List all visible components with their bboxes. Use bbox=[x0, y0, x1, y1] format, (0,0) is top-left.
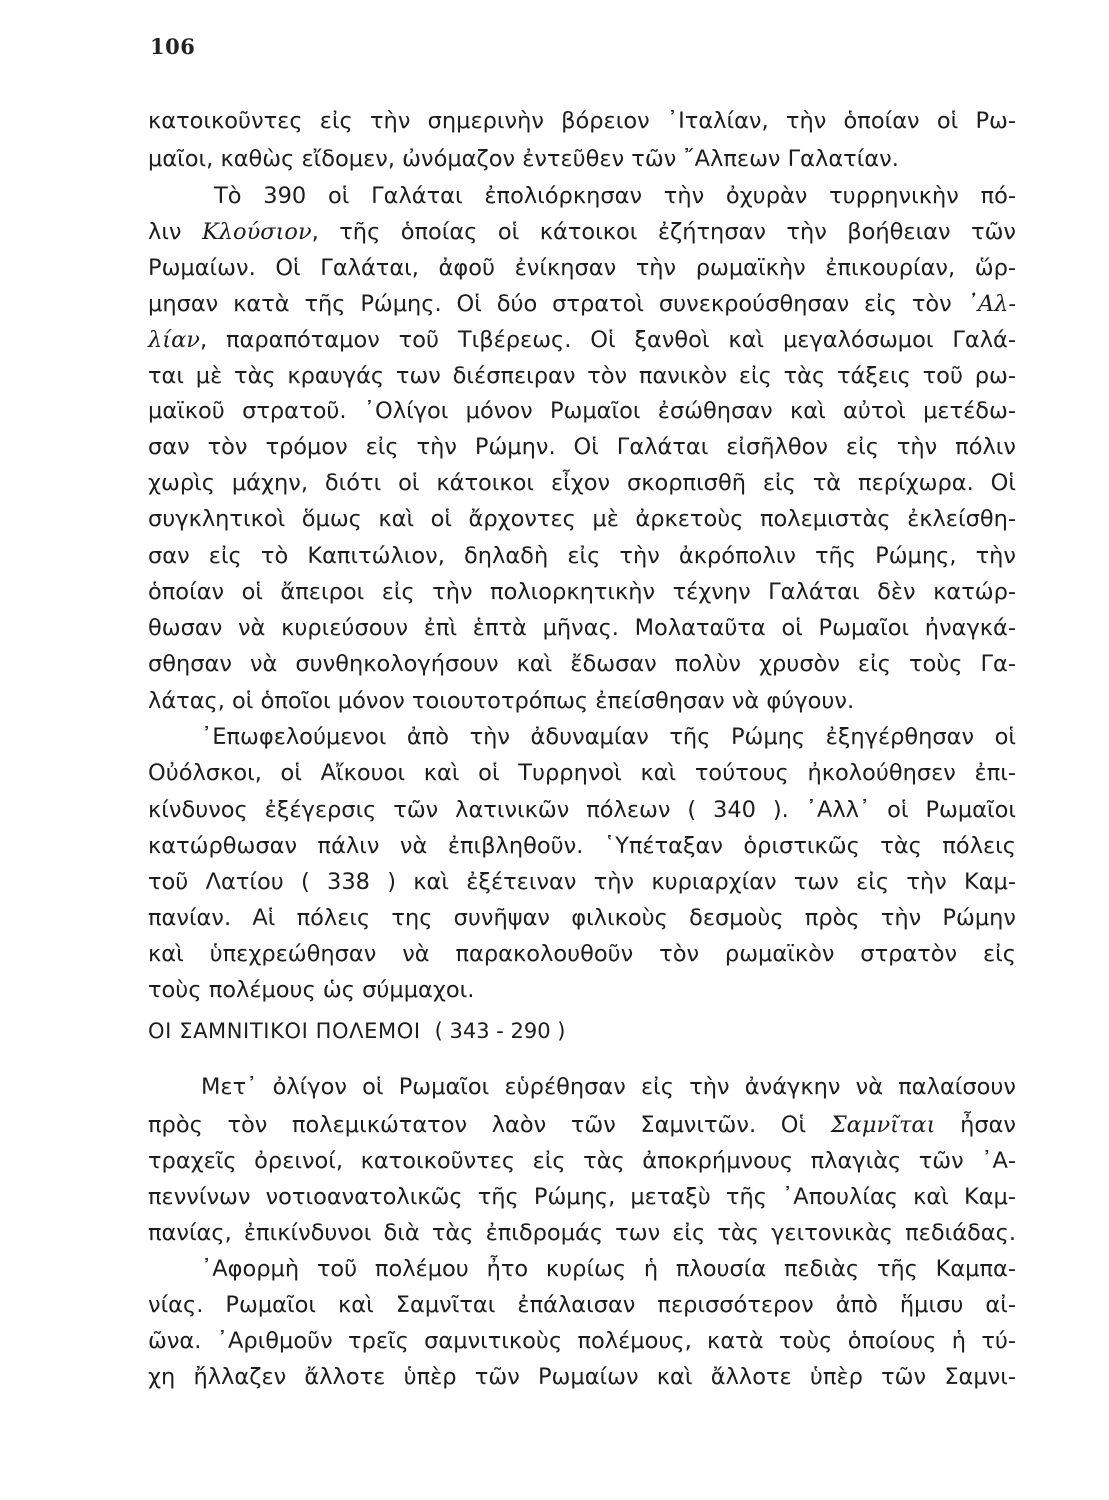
section-heading bbox=[148, 1016, 565, 1046]
text-line: σαν τὸν τρόμον εἰς τὴν Ρώμην. Οἱ Γαλάται εἰσῆλθον εἰς τὴν πόλιν bbox=[148, 434, 1016, 460]
text-line: πανίαν. Αἱ πόλεις της συνῆψαν φιλικοὺς δεσμοὺς πρὸς τὴν Ρώμην bbox=[148, 905, 1016, 931]
text-line: πεννίνων νοτιοανατολικῶς τῆς Ρώμης, μεταξὺ τῆς ᾽Απουλίας καὶ Καμ- bbox=[148, 1184, 1016, 1210]
text-line: ὁποίαν οἱ ἄπειροι εἰς τὴν πολιορκητικὴν τέχνην Γαλάται δὲν κατώρ- bbox=[148, 579, 1016, 605]
text-line bbox=[148, 217, 1016, 247]
text-line: συγκλητικοὶ ὅμως καὶ οἱ ἄρχοντες μὲ ἀρκετοὺς πολεμιστὰς ἐκλείσθη- bbox=[148, 506, 1016, 532]
text-fragment: , παραπόταμον τοῦ Τιβέρεως. Οἱ ξανθοὶ καὶ μεγαλόσωμοι Γαλά- bbox=[199, 327, 1016, 353]
text-fragment: πρὸς τὸν πολεμικώτατον λαὸν τῶν Σαμνιτῶν. Οἱ bbox=[148, 1112, 831, 1138]
text-line: κατοικοῦντες εἰς τὴν σημερινὴν βόρειον ᾽Ιταλίαν, τὴν ὁποίαν οἱ Ρω- bbox=[148, 108, 1016, 134]
text-line: ᾽Επωφελούμενοι ἀπὸ τὴν ἀδυναμίαν τῆς Ρώμης ἐξηγέρθησαν οἱ bbox=[201, 724, 1016, 750]
section-title: ΟΙ ΣΑΜΝΙΤΙΚΟΙ ΠΟΛΕΜΟΙ bbox=[148, 1019, 421, 1043]
text-line bbox=[148, 289, 1016, 319]
text-fragment: , τῆς ὁποίας οἱ κάτοικοι ἐζήτησαν τὴν βοήθειαν τῶν bbox=[311, 219, 1016, 245]
text-line: ῶνα. ᾽Αριθμοῦν τρεῖς σαμνιτικοὺς πολέμους, κατὰ τοὺς ὁποίους ἡ τύ- bbox=[148, 1328, 1016, 1354]
text-line: μαῖοι, καθὼς εἴδομεν, ὠνόμαζον ἐντεῦθεν τῶν ῎Αλπεων Γαλατίαν. bbox=[148, 146, 899, 172]
text-line bbox=[148, 325, 1016, 355]
page-number: 106 bbox=[150, 34, 196, 59]
text-line: Ρωμαίων. Οἱ Γαλάται, ἀφοῦ ἐνίκησαν τὴν ρωμαϊκὴν ἐπικουρίαν, ὥρ- bbox=[148, 255, 1016, 281]
section-years: ( 343 - 290 ) bbox=[434, 1019, 566, 1043]
text-line: Μετ᾽ ὀλίγον οἱ Ρωμαῖοι εὑρέθησαν εἰς τὴν ἀνάγκην νὰ παλαίσουν bbox=[201, 1074, 1016, 1100]
place-name-kleusion: Κλούσιον bbox=[201, 219, 312, 245]
text-line: τοὺς πολέμους ὡς σύμμαχοι. bbox=[148, 977, 475, 1003]
text-line bbox=[148, 1110, 1016, 1140]
text-line: κατώρθωσαν πάλιν νὰ ἐπιβληθοῦν. ῾Υπέταξαν ὁριστικῶς τὰς πόλεις bbox=[148, 833, 1016, 859]
text-line: σαν εἰς τὸ Καπιτώλιον, δηλαδὴ εἰς τὴν ἀκρόπολιν τῆς Ρώμης, τὴν bbox=[148, 543, 1016, 569]
place-name-allia-cont: λίαν bbox=[148, 327, 200, 353]
text-line: ται μὲ τὰς κραυγάς των διέσπειραν τὸν πανικὸν εἰς τὰς τάξεις τοῦ ρω- bbox=[148, 363, 1016, 389]
text-line: λάτας, οἱ ὁποῖοι μόνον τοιουτοτρόπως ἐπείσθησαν νὰ φύγουν. bbox=[148, 688, 855, 714]
text-line: καὶ ὑπεχρεώθησαν νὰ παρακολουθοῦν τὸν ρωμαϊκὸν στρατὸν εἰς bbox=[148, 941, 1016, 967]
text-line: μαϊκοῦ στρατοῦ. ᾽Ολίγοι μόνον Ρωμαῖοι ἐσώθησαν καὶ αὐτοὶ μετέδω- bbox=[148, 398, 1016, 424]
text-line: ᾽Αφορμὴ τοῦ πολέμου ἦτο κυρίως ἡ πλουσία πεδιὰς τῆς Καμπα- bbox=[201, 1256, 1016, 1282]
text-line: τραχεῖς ὀρεινοί, κατοικοῦντες εἰς τὰς ἀποκρήμνους πλαγιὰς τῶν ᾽Α- bbox=[148, 1148, 1016, 1174]
people-name-samnites: Σαμνῖται bbox=[830, 1112, 936, 1138]
place-name-allia: ᾽Αλ- bbox=[966, 291, 1016, 317]
text-fragment: ἦσαν bbox=[935, 1112, 1016, 1138]
text-line: σθησαν νὰ συνθηκολογήσουν καὶ ἔδωσαν πολὺν χρυσὸν εἰς τοὺς Γα- bbox=[148, 651, 1016, 677]
text-line: πανίας, ἐπικίνδυνοι διὰ τὰς ἐπιδρομάς των εἰς τὰς γειτονικὰς πεδιάδας. bbox=[148, 1220, 1016, 1246]
text-line: νίας. Ρωμαῖοι καὶ Σαμνῖται ἐπάλαισαν περισσότερον ἀπὸ ἥμισυ αἰ- bbox=[148, 1292, 1016, 1318]
text-line: χωρὶς μάχην, διότι οἱ κάτοικοι εἶχον σκορπισθῆ εἰς τὰ περίχωρα. Οἱ bbox=[148, 470, 1016, 496]
text-line: τοῦ Λατίου ( 338 ) καὶ ἐξέτειναν τὴν κυριαρχίαν των εἰς τὴν Καμ- bbox=[148, 869, 1016, 895]
text-line: θωσαν νὰ κυριεύσουν ἐπὶ ἑπτὰ μῆνας. Μολαταῦτα οἱ Ρωμαῖοι ἠναγκά- bbox=[148, 615, 1016, 641]
text-fragment: λιν bbox=[148, 219, 202, 245]
text-line: κίνδυνος ἐξέγερσις τῶν λατινικῶν πόλεων ( 340 ). ᾽Αλλ᾽ οἱ Ρωμαῖοι bbox=[148, 797, 1016, 823]
text-line: Οὐόλσκοι, οἱ Αἴκουοι καὶ οἱ Τυρρηνοὶ καὶ τούτους ἠκολούθησεν ἐπι- bbox=[148, 760, 1016, 786]
text-line: Τὸ 390 οἱ Γαλάται ἐπολιόρκησαν τὴν ὀχυρὰν τυρρηνικὴν πό- bbox=[214, 183, 1016, 209]
text-fragment: μησαν κατὰ τῆς Ρώμης. Οἱ δύο στρατοὶ συνεκρούσθησαν εἰς τὸν bbox=[148, 291, 967, 317]
text-line: χη ἤλλαζεν ἄλλοτε ὑπὲρ τῶν Ρωμαίων καὶ ἄλλοτε ὑπὲρ τῶν Σαμνι- bbox=[148, 1364, 1016, 1390]
